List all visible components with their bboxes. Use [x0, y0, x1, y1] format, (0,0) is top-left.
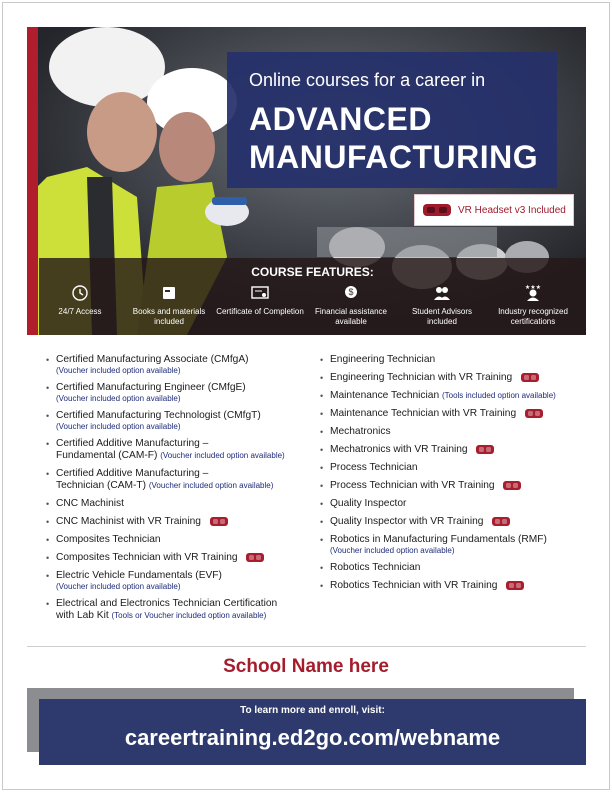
course-name-line1: • Electrical and Electronics Technician Certification [56, 598, 278, 609]
course-name-line1: • Certified Additive Manufacturing – [56, 438, 209, 449]
money-icon [342, 284, 360, 302]
course-note: (Voucher included option available) [56, 394, 181, 403]
feature-item [396, 284, 488, 327]
feature-item [34, 284, 126, 317]
course-name-line2: Fundamental (CAM-F) [56, 450, 158, 461]
vr-headset-icon [503, 481, 521, 490]
enroll-banner [39, 699, 586, 765]
course-item [46, 382, 308, 404]
feature-item [214, 284, 306, 317]
clock-icon [71, 284, 89, 302]
course-note: (Voucher included option available) [330, 546, 455, 555]
course-item [46, 570, 308, 592]
course-name-line2: Technician (CAM-T) [56, 480, 147, 491]
course-item [320, 480, 590, 492]
course-name: Robotics in Manufacturing Fundamentals (RMF) [330, 534, 547, 545]
course-name: Quality Inspector with VR Training [330, 516, 484, 527]
course-list-left [46, 354, 308, 628]
section-divider [27, 646, 586, 647]
hero-title-line1: ADVANCED [249, 101, 432, 137]
feature-label: Student Advisors included [411, 307, 473, 326]
course-note: (Voucher included option available) [160, 451, 285, 460]
course-item [46, 552, 308, 564]
vr-headset-icon [210, 517, 228, 526]
course-note: (Voucher included option available) [148, 481, 274, 490]
course-name-line2: with Lab Kit [56, 610, 109, 621]
svg-text:★★★: ★★★ [524, 285, 542, 291]
svg-text:$: $ [348, 287, 354, 297]
certificate-icon [250, 284, 270, 302]
course-item [320, 498, 590, 510]
course-item [46, 498, 308, 510]
course-features-bar [39, 258, 586, 335]
vr-badge-label: VR Headset v3 Included [458, 204, 566, 216]
course-name: Certified Manufacturing Associate (CMfgA) [56, 354, 249, 365]
vr-headset-icon [525, 409, 543, 418]
course-item [46, 468, 308, 492]
course-note: (Voucher included option available) [56, 422, 181, 431]
feature-item [305, 284, 397, 327]
course-item [320, 580, 590, 592]
course-name: CNC Machinist with VR Training [56, 516, 201, 527]
course-name: Composites Technician [56, 534, 161, 545]
hero-title [249, 100, 538, 176]
feature-item [123, 284, 215, 327]
course-name: Process Technician with VR Training [330, 480, 495, 491]
book-icon [160, 284, 178, 302]
course-item [46, 410, 308, 432]
course-note: (Voucher included option available) [56, 366, 181, 375]
course-name: Certified Manufacturing Engineer (CMfgE) [56, 382, 246, 393]
award-icon [523, 284, 543, 302]
course-name: Engineering Technician [330, 354, 436, 365]
hero-pretitle: Online courses for a career in [249, 70, 486, 90]
course-name: Mechatronics [330, 426, 391, 437]
course-name: Quality Inspector [330, 498, 407, 509]
course-name: Maintenance Technician with VR Training [330, 408, 517, 419]
vr-headset-icon [521, 373, 539, 382]
course-item [46, 534, 308, 546]
vr-headset-icon [476, 445, 494, 454]
course-note: (Tools included option available) [441, 391, 556, 400]
course-item [46, 516, 308, 528]
course-item [320, 562, 590, 574]
feature-item [487, 284, 579, 327]
course-item [320, 462, 590, 474]
feature-label: Financial assistance available [314, 307, 388, 326]
course-item [46, 354, 308, 376]
advisors-icon [432, 284, 452, 302]
course-item [46, 598, 308, 622]
vr-headset-icon [422, 201, 452, 219]
course-item [320, 444, 590, 456]
course-item [320, 372, 590, 384]
feature-label: 24/7 Access [58, 307, 102, 316]
course-name: Composites Technician with VR Training [56, 552, 238, 563]
course-name: Robotics Technician [330, 562, 421, 573]
feature-label: Industry recognized certifications [498, 307, 568, 326]
course-item [320, 354, 590, 366]
enroll-prompt: To learn more and enroll, visit: [240, 705, 385, 716]
features-title: COURSE FEATURES: [251, 265, 374, 279]
course-name: Maintenance Technician [330, 390, 440, 401]
course-name: Robotics Technician with VR Training [330, 580, 498, 591]
course-name: Mechatronics with VR Training [330, 444, 468, 455]
course-list-right [320, 354, 590, 598]
feature-label: Certificate of Completion [216, 307, 304, 316]
course-item [46, 438, 308, 462]
course-name: Certified Manufacturing Technologist (CMfgT) [56, 410, 261, 421]
course-name: Process Technician [330, 462, 418, 473]
course-item [320, 534, 590, 556]
course-item [320, 390, 590, 402]
vr-headset-icon [246, 553, 264, 562]
enroll-url-link[interactable]: careertraining.ed2go.com/webname [124, 725, 501, 750]
vr-headset-icon [492, 517, 510, 526]
course-name-line1: • Certified Additive Manufacturing – [56, 468, 209, 479]
vr-headset-badge [414, 194, 574, 226]
course-item [320, 408, 590, 420]
school-name: School Name here [223, 656, 389, 677]
hero-title-line2: MANUFACTURING [249, 139, 539, 175]
course-name: Engineering Technician with VR Training [330, 372, 513, 383]
feature-label: Books and materials included [132, 307, 206, 326]
course-name: CNC Machinist [56, 498, 124, 509]
course-note: (Voucher included option available) [56, 582, 181, 591]
course-note: (Tools or Voucher included option available) [111, 611, 267, 620]
course-name: Electric Vehicle Fundamentals (EVF) [56, 570, 222, 581]
hero-title-box [227, 52, 557, 188]
course-item [320, 426, 590, 438]
course-item [320, 516, 590, 528]
vr-headset-icon [506, 581, 524, 590]
